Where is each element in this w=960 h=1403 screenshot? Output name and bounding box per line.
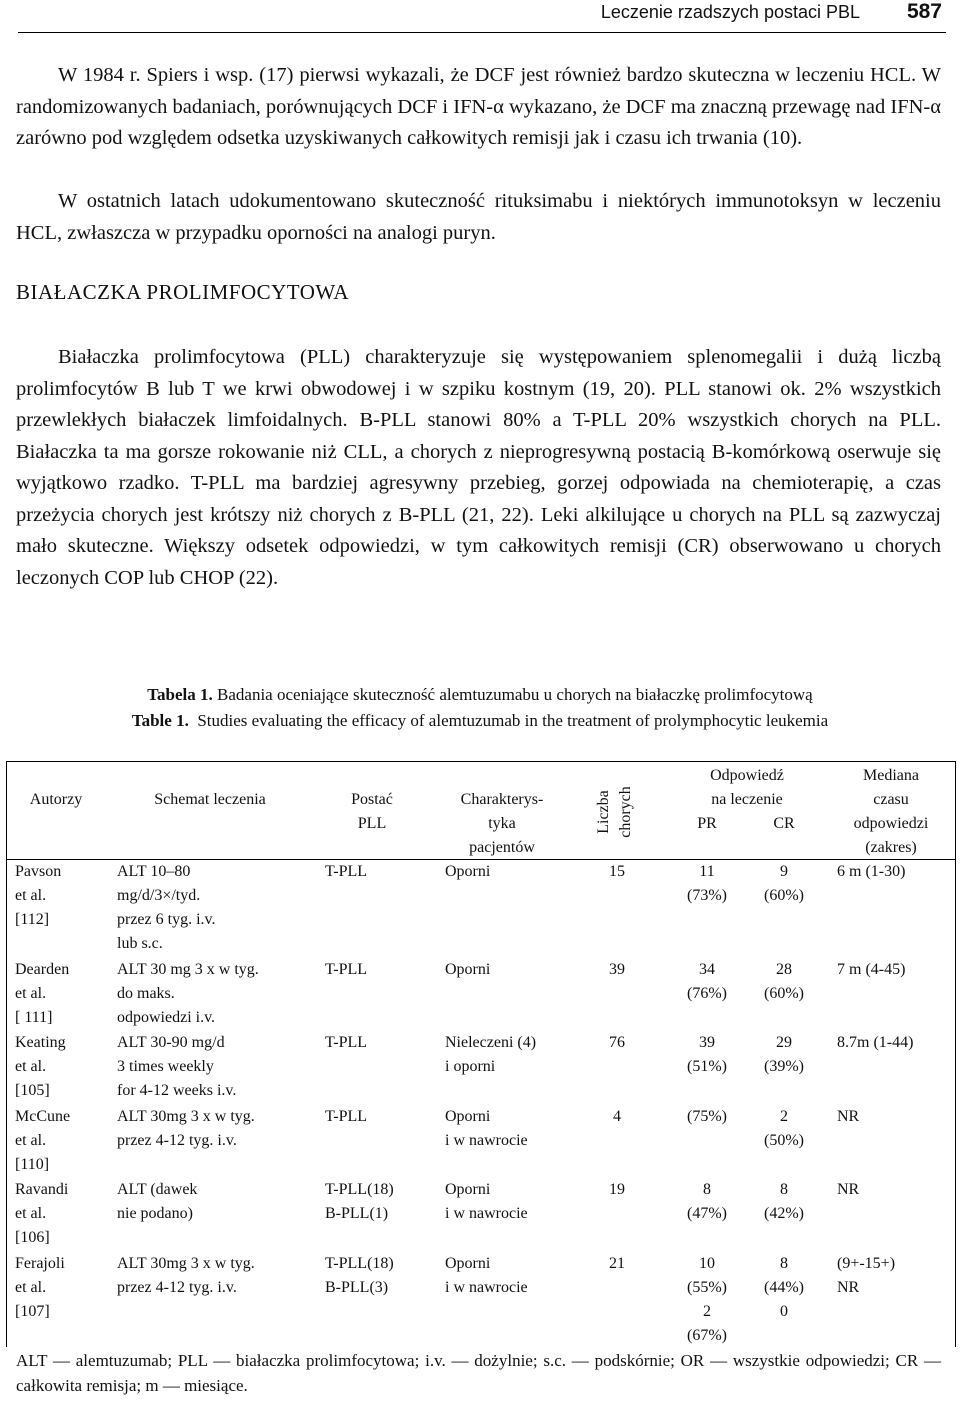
cell-schedule: ALT 10–80 mg/d/3×/tyd. przez 6 tyg. i.v. lub s.c.	[117, 863, 216, 952]
cell-schedule: ALT 30 mg 3 x w tyg. do maks. odpowiedzi i.v.	[117, 961, 259, 1026]
cell-characteristics: Oporni i w nawrocie	[445, 1108, 528, 1149]
cell-author: Ferajoli et al. [107]	[15, 1255, 65, 1320]
header-schedule: Schemat leczenia	[154, 791, 266, 808]
cell-median: 8.7m (1-44)	[837, 1034, 914, 1051]
paragraph-dcf: W 1984 r. Spiers i wsp. (17) pierwsi wykazali, że DCF jest również bardzo skuteczna w leczeniu HCL. W randomizowanych badaniach, porównujących DCF i IFN-α wykazano, że DCF ma znaczną przewagę nad IFN-α zarówno pod względem odsetka uzyskiwanych całkowitych remisji jak i czasu ich trwania (10).	[16, 64, 941, 149]
header-characteristics: Charakterys- tyka pacjentów	[460, 791, 544, 856]
header-form: Postać PLL	[351, 791, 393, 832]
caption-label-pl: Tabela 1.	[147, 685, 213, 704]
cell-author: Pavson et al. [112]	[15, 863, 62, 928]
header-count	[587, 772, 642, 852]
cell-schedule: ALT 30mg 3 x w tyg. przez 4-12 tyg. i.v.	[117, 1108, 255, 1149]
header-authors: Autorzy	[29, 791, 83, 808]
page-header	[0, 0, 960, 40]
cell-count: 39	[609, 961, 625, 978]
table-footnote: ALT — alemtuzumab; PLL — białaczka prolimfocytowa; i.v. — dożylnie; s.c. — podskórnie; OR — wszystkie odpowiedzi; CR — całkowita remisja; m — miesiące.	[16, 1351, 941, 1395]
cell-pr: 11 (73%)	[687, 863, 727, 904]
table-caption-pl	[0, 685, 960, 705]
header-median: Mediana czasu odpowiedzi (zakres)	[853, 767, 929, 856]
header-rule	[18, 32, 946, 33]
caption-text-pl: Badania oceniające skuteczność alemtuzumabu u chorych na białaczkę prolimfocytową	[212, 685, 813, 704]
header-count-label: Liczba chorych	[594, 786, 634, 838]
table-caption-en	[0, 711, 960, 731]
cell-schedule: ALT 30-90 mg/d 3 times weekly for 4-12 weeks i.v.	[117, 1034, 237, 1099]
cell-characteristics: Oporni	[445, 863, 491, 880]
cell-form: T-PLL	[325, 1034, 368, 1051]
running-title: Leczenie rzadszych postaci PBL	[600, 2, 860, 22]
cell-cr: 28 (60%)	[764, 961, 804, 1002]
cell-pr: 34 (76%)	[687, 961, 727, 1002]
header-pr: PR	[697, 815, 717, 832]
cell-cr: 8 (42%)	[764, 1181, 804, 1222]
cell-pr: 10 (55%) 2 (67%)	[687, 1255, 727, 1344]
cell-author: McCune et al. [110]	[15, 1108, 71, 1173]
cell-author: Ravandi et al. [106]	[15, 1181, 69, 1246]
cell-form: T-PLL	[325, 961, 368, 978]
cell-schedule: ALT (dawek nie podano)	[117, 1181, 198, 1222]
cell-cr: 29 (39%)	[764, 1034, 804, 1075]
paragraph-rituximab: W ostatnich latach udokumentowano skuteczność rituksimabu i niektórych immunotoksyn w leczeniu HCL, zwłaszcza w przypadku oporności na analogi puryn.	[16, 190, 941, 244]
cell-form: T-PLL(18) B-PLL(3)	[325, 1255, 394, 1296]
cell-form: T-PLL	[325, 1108, 368, 1125]
cell-count: 4	[613, 1108, 621, 1125]
cell-characteristics: Nieleczeni (4) i oporni	[445, 1034, 537, 1075]
cell-median: 7 m (4-45)	[837, 961, 906, 978]
cell-pr: (75%)	[687, 1108, 727, 1125]
cell-form: T-PLL	[325, 863, 368, 880]
cell-count: 15	[609, 863, 625, 880]
cell-median: NR	[837, 1181, 860, 1198]
paragraph-pll: Białaczka prolimfocytowa (PLL) charakteryzuje się występowaniem splenomegalii i dużą liczbą prolimfocytów B lub T we krwi obwodowej i w szpiku kostnym (19, 20). PLL stanowi ok. 2% wszystkich przewlekłych białaczek limfoidalnych. B-PLL stanowi 80% a T-PLL 20% wszystkich chorych na PLL. Białaczka ta ma gorsze rokowanie niż CLL, a chorych z nieprogresywną postacią B-komórkową oserwuje się wyjątkowo rzadko. T-PLL ma bardziej agresywny przebieg, gorzej odpowiada na chemioterapię, a czas przeżycia chorych jest krótszy niż chorych z B-PLL (21, 22). Leki alkilujące u chorych na PLL są zazwyczaj mało skuteczne. Większy odsetek odpowiedzi, w tym całkowitych remisji (CR) obserwowano u chorych leczonych COP lub CHOP (22).	[16, 346, 941, 589]
section-heading: BIAŁACZKA PROLIMFOCYTOWA	[16, 280, 350, 304]
cell-cr: 9 (60%)	[764, 863, 804, 904]
cell-schedule: ALT 30mg 3 x w tyg. przez 4-12 tyg. i.v.	[117, 1255, 255, 1296]
cell-count: 21	[609, 1255, 625, 1272]
cell-pr: 39 (51%)	[687, 1034, 727, 1075]
cell-pr: 8 (47%)	[687, 1181, 727, 1222]
cell-count: 76	[609, 1034, 625, 1051]
cell-characteristics: Oporni	[445, 961, 491, 978]
caption-text-en: Studies evaluating the efficacy of alemtuzumab in the treatment of prolymphocytic leukemia	[188, 711, 829, 730]
cell-form: T-PLL(18) B-PLL(1)	[325, 1181, 394, 1222]
cell-median: 6 m (1-30)	[837, 863, 906, 880]
header-response: Odpowiedź na leczenie	[710, 767, 784, 808]
page-number: 587	[906, 0, 942, 23]
header-cr: CR	[773, 815, 795, 832]
cell-author: Keating et al. [105]	[15, 1034, 66, 1099]
cell-cr: 2 (50%)	[764, 1108, 804, 1149]
cell-characteristics: Oporni i w nawrocie	[445, 1181, 528, 1222]
cell-author: Dearden et al. [ 111]	[15, 961, 70, 1026]
caption-label-en: Table 1.	[131, 711, 189, 730]
cell-characteristics: Oporni i w nawrocie	[445, 1255, 528, 1296]
cell-median: NR	[837, 1108, 860, 1125]
cell-count: 19	[609, 1181, 625, 1198]
cell-cr: 8 (44%) 0	[764, 1255, 804, 1320]
results-table	[6, 761, 956, 1347]
cell-median: (9+-15+) NR	[837, 1255, 896, 1296]
